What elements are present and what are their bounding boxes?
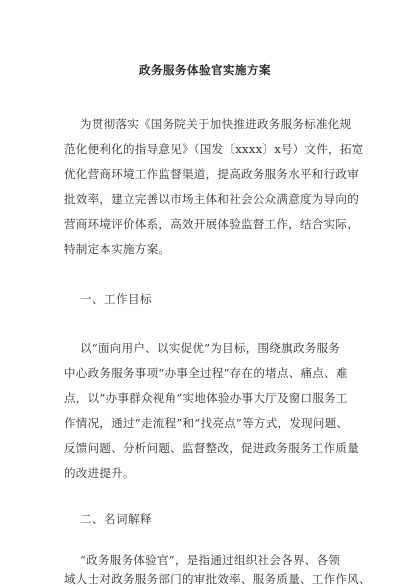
paragraph1-line-5: 营商环境评价体系，高效开展体验监督工作，结合实际， (64, 217, 359, 231)
paragraph2-line-5: 反馈问题、分析问题、监督整改，促进政务服务工作质量 (64, 441, 359, 455)
paragraph2-line-4: 作情况，通过“走流程”和“找亮点”等方式，发现问题、 (64, 416, 349, 430)
section2-heading: 二、名词解释 (80, 512, 152, 526)
paragraph2-line-3: 点，以“办事群众视角”实地体验办事大厅及窗口服务工 (64, 391, 348, 405)
paragraph1-line-2: 范化便利化的指导意见》（国发〔xxxx〕x号）文件，拓宽 (64, 142, 364, 156)
paragraph2-line-1: 以“面向用户、以实促优”为目标，围绕旗政务服务 (80, 341, 341, 355)
section1-heading: 一、工作目标 (80, 292, 152, 306)
paragraph1-line-6: 特制定本实施方案。 (64, 242, 171, 256)
paragraph1-line-1: 为贯彻落实《国务院关于加快推进政务服务标准化规 (80, 117, 352, 131)
paragraph3-line-2: 域人士对政务服务部门的审批效率、服务质量、工作作风、 (64, 572, 371, 586)
paragraph3-line-1: “政务服务体验官”，是指通过组织社会各界、各领 (80, 553, 341, 567)
paragraph2-line-6: 的改进提升。 (64, 466, 135, 480)
document-title: 政务服务体验官实施方案 (139, 63, 271, 77)
paragraph1-line-4: 批效率，建立完善以市场主体和社会公众满意度为导向的 (64, 192, 359, 206)
paragraph2-line-2: 中心政务服务事项“办事全过程”存在的堵点、痛点、难 (64, 366, 348, 380)
paragraph1-line-3: 优化营商环境工作监督渠道，提高政务服务水平和行政审 (64, 167, 359, 181)
